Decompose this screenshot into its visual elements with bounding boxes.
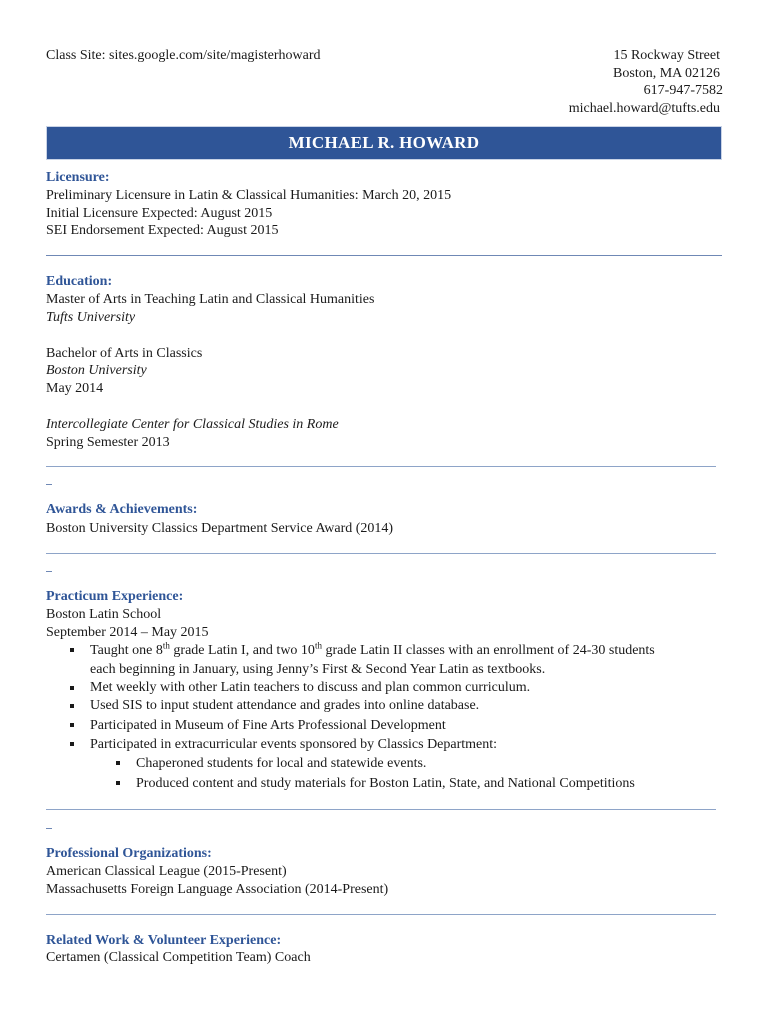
bullet-icon <box>70 723 74 727</box>
date-graduation: May 2014 <box>46 381 104 396</box>
bullet-icon <box>70 742 74 746</box>
practicum-bullet: Met weekly with other Latin teachers to discuss and plan common curriculum. <box>90 680 531 695</box>
licensure-item: SEI Endorsement Expected: August 2015 <box>46 223 279 238</box>
school-tufts: Tufts University <box>46 310 136 325</box>
section-divider <box>46 466 716 467</box>
date-rome: Spring Semester 2013 <box>46 435 170 450</box>
licensure-heading: Licensure: <box>46 170 110 185</box>
practicum-school: Boston Latin School <box>46 607 162 622</box>
address-line-1: 15 Rockway Street <box>613 48 720 63</box>
section-divider <box>46 255 722 256</box>
divider-mark <box>46 484 52 485</box>
sub-bullet-icon <box>116 781 120 785</box>
section-divider <box>46 914 716 915</box>
degree-bachelors: Bachelor of Arts in Classics <box>46 346 203 361</box>
licensure-item: Initial Licensure Expected: August 2015 <box>46 206 273 221</box>
practicum-dates: September 2014 – May 2015 <box>46 625 209 640</box>
award-item: Boston University Classics Department Service Award (2014) <box>46 521 394 536</box>
bullet-icon <box>70 704 74 708</box>
education-heading: Education: <box>46 274 113 289</box>
practicum-heading: Practicum Experience: <box>46 589 184 604</box>
bullet-icon <box>70 648 74 652</box>
practicum-sub-bullet: Chaperoned students for local and statewide events. <box>136 756 427 771</box>
practicum-bullet: Participated in extracurricular events sponsored by Classics Department: <box>90 737 498 752</box>
organizations-heading: Professional Organizations: <box>46 846 212 861</box>
sub-bullet-icon <box>116 761 120 765</box>
section-divider <box>46 809 716 810</box>
phone-number: 617-947-7582 <box>643 83 723 98</box>
related-work-item: Certamen (Classical Competition Team) Coach <box>46 950 311 965</box>
organization-item: Massachusetts Foreign Language Association (2014-Present) <box>46 882 389 897</box>
bullet-icon <box>70 686 74 690</box>
practicum-bullet: Participated in Museum of Fine Arts Professional Development <box>90 718 446 733</box>
practicum-bullet-continued: each beginning in January, using Jenny’s First & Second Year Latin as textbooks. <box>90 662 546 677</box>
name-banner <box>46 126 722 160</box>
school-bu: Boston University <box>46 363 147 378</box>
divider-mark <box>46 828 52 829</box>
class-site: Class Site: sites.google.com/site/magisterhoward <box>46 48 321 63</box>
licensure-item: Preliminary Licensure in Latin & Classical Humanities: March 20, 2015 <box>46 188 452 203</box>
practicum-bullet: Taught one 8th grade Latin I, and two 10th grade Latin II classes with an enrollment of 24-30 students <box>90 640 655 658</box>
divider-mark <box>46 571 52 572</box>
related-work-heading: Related Work & Volunteer Experience: <box>46 933 282 948</box>
practicum-bullet: Used SIS to input student attendance and grades into online database. <box>90 698 480 713</box>
section-divider <box>46 553 716 554</box>
address-line-2: Boston, MA 02126 <box>613 66 720 81</box>
candidate-name: MICHAEL R. HOWARD <box>288 133 480 152</box>
degree-masters: Master of Arts in Teaching Latin and Classical Humanities <box>46 292 375 307</box>
organization-item: American Classical League (2015-Present) <box>46 864 287 879</box>
program-rome: Intercollegiate Center for Classical Studies in Rome <box>46 417 339 432</box>
practicum-sub-bullet: Produced content and study materials for Boston Latin, State, and National Competitions <box>136 776 635 791</box>
awards-heading: Awards & Achievements: <box>46 502 198 517</box>
email-address: michael.howard@tufts.edu <box>568 101 720 116</box>
